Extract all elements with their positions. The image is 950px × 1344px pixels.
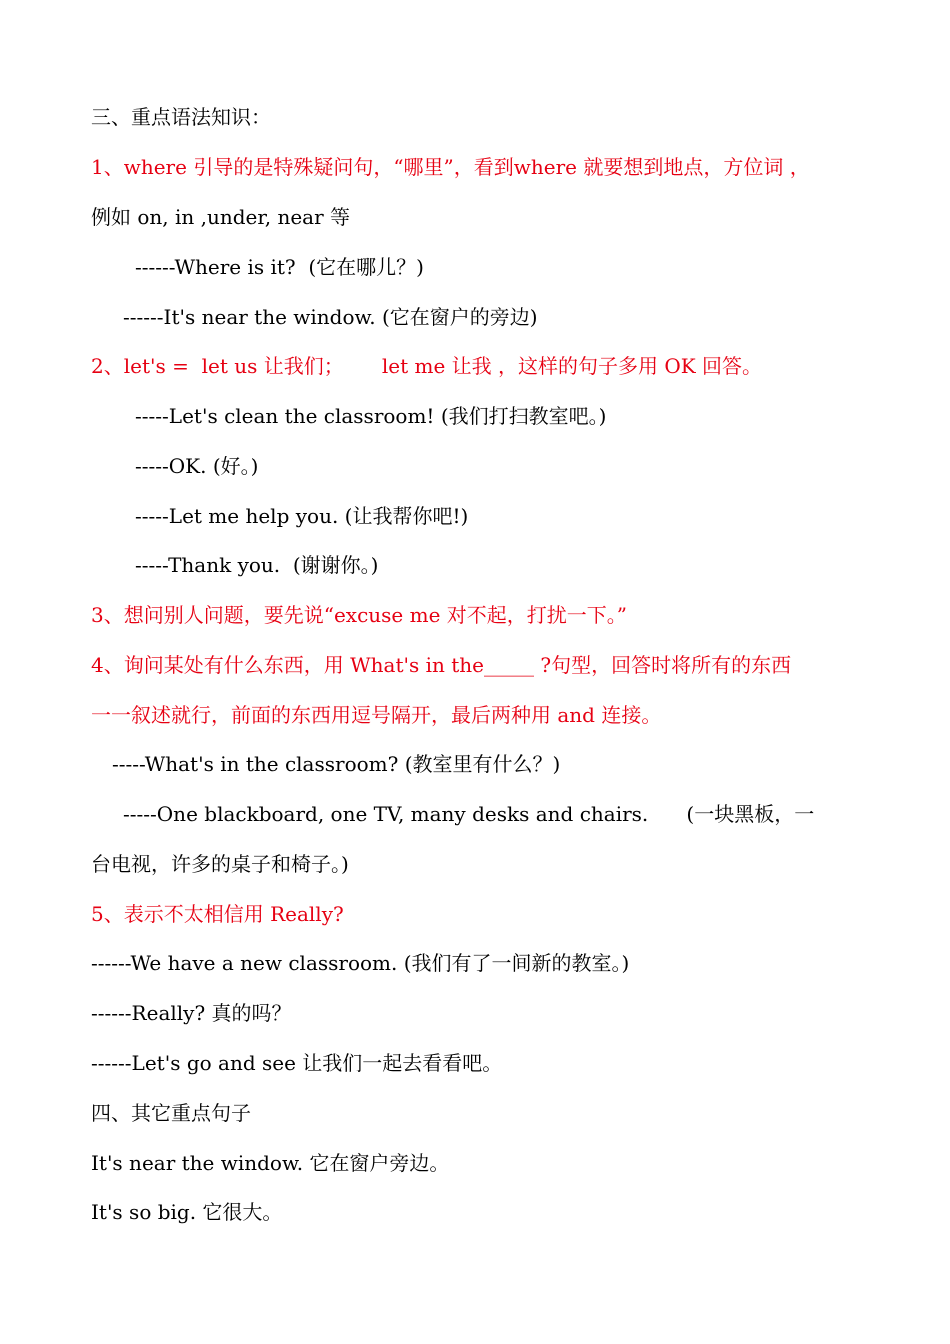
- dialogue-line: -----Let me help you. (让我帮你吧!): [135, 504, 469, 528]
- dialogue-line: -----Let's clean the classroom! (我们打扫教室吧。): [135, 404, 607, 428]
- key-sentence: It's near the window. 它在窗户旁边。: [91, 1151, 450, 1175]
- dialogue-line: -----One blackboard, one TV, many desks and chairs. (一块黑板，一: [123, 802, 815, 826]
- key-sentence: It's so big. 它很大。: [91, 1200, 283, 1224]
- dialogue-line: -----What's in the classroom? (教室里有什么？): [112, 752, 561, 776]
- grammar-point-1-examples: 例如 on, in ,under, near 等: [91, 205, 351, 229]
- section-heading-grammar: 三、重点语法知识：: [91, 105, 271, 129]
- grammar-point-2: 2、let's = let us 让我们； let me 让我 ，这样的句子多用 OK 回答。: [91, 354, 763, 378]
- grammar-point-4: 4、询问某处有什么东西，用 What's in the_____ ?句型，回答时将所有的东西: [91, 653, 792, 677]
- dialogue-line: ------It's near the window. (它在窗户的旁边): [123, 305, 538, 329]
- dialogue-line: -----Thank you. (谢谢你。): [135, 553, 379, 577]
- dialogue-line-continued: 台电视，许多的桌子和椅子。): [91, 852, 349, 876]
- grammar-point-3: 3、想问别人问题，要先说“excuse me 对不起，打扰一下。”: [91, 603, 627, 627]
- dialogue-line: ------Let's go and see 让我们一起去看看吧。: [91, 1051, 503, 1075]
- dialogue-line: -----OK. (好。): [135, 454, 259, 478]
- dialogue-line: ------We have a new classroom. (我们有了一间新的教室。): [91, 951, 630, 975]
- grammar-point-5: 5、表示不太相信用 Really?: [91, 902, 344, 926]
- dialogue-line: ------Where is it? (它在哪儿？): [135, 255, 424, 279]
- dialogue-line: ------Really? 真的吗？: [91, 1001, 292, 1025]
- section-heading-key-sentences: 四、其它重点句子: [91, 1101, 251, 1125]
- grammar-point-1: 1、where 引导的是特殊疑问句，“哪里”，看到where 就要想到地点，方位词 ，: [91, 155, 810, 179]
- grammar-point-4-continued: 一一叙述就行，前面的东西用逗号隔开，最后两种用 and 连接。: [91, 703, 662, 727]
